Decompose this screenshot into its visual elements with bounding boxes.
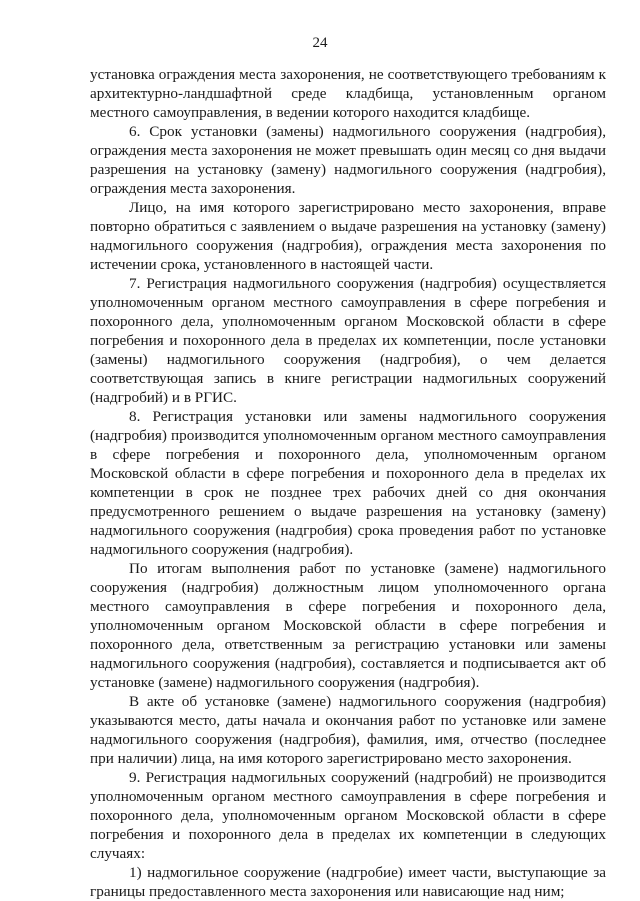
- paragraph-repeat-application: Лицо, на имя которого зарегистрировано место захоронения, вправе повторно обратиться с заявлением о выдаче разрешения на установку (замену) надмогильного сооружения (надгробия), ограждения места захоронения по истечении срока, установленного в настоящей части.: [90, 199, 606, 273]
- paragraph-act-contents: В акте об установке (замене) надмогильного сооружения (надгробия) указываются место, даты начала и окончания работ по установке или замене надмогильного сооружения (надгробия), фамилия, имя, отчество (последнее при наличии) лица, на имя которого зарегистрировано место захоронения.: [90, 693, 606, 767]
- paragraph-item-8: 8. Регистрация установки или замены надмогильного сооружения (надгробия) производится уполномоченным органом местного самоуправления в сфере погребения и похоронного дела, уполномоченным органом Московской области в сфере погребения и похоронного дела в пределах их компетенции в срок не позднее трех рабочих дней со дня окончания предусмотренного решением о выдаче разрешения на установку (замену) надмогильного сооружения (надгробия) срока проведения работ по установке надмогильного сооружения (надгробия).: [90, 408, 606, 558]
- paragraph-item-7: 7. Регистрация надмогильного сооружения (надгробия) осуществляется уполномоченным органом местного самоуправления в сфере погребения и похоронного дела, уполномоченным органом Московской области в сфере погребения и похоронного дела в пределах их компетенции, после установки (замены) надмогильного сооружения (надгробия), о чем делается соответствующая запись в книге регистрации надмогильных сооружений (надгробий) и в РГИС.: [90, 275, 606, 406]
- paragraph-subitem-1: 1) надмогильное сооружение (надгробие) имеет части, выступающие за границы предоставленного места захоронения или нависающие над ним;: [90, 864, 606, 900]
- page-number: 24: [312, 35, 328, 51]
- paragraph-item-9: 9. Регистрация надмогильных сооружений (надгробий) не производится уполномоченным органом местного самоуправления в сфере погребения и похоронного дела, уполномоченным органом Московской области в сфере погребения и похоронного дела в пределах их компетенции в следующих случаях:: [90, 769, 606, 862]
- paragraph-item-6: 6. Срок установки (замены) надмогильного сооружения (надгробия), ограждения места захоронения не может превышать один месяц со дня выдачи разрешения на установку (замену) надмогильного сооружения (надгробия), ограждения места захоронения.: [90, 123, 606, 197]
- paragraph-continuation: установка ограждения места захоронения, не соответствующего требованиям к архитектурно-ландшафтной среде кладбища, установленным органом местного самоуправления, в ведении которого находится кладбище.: [90, 66, 606, 121]
- document-body: [90, 65, 606, 901]
- paragraph-act-signing: По итогам выполнения работ по установке (замене) надмогильного сооружения (надгробия) должностным лицом уполномоченного органа местного самоуправления в сфере погребения и похоронного дела, уполномоченным органом Московской области в сфере погребения и похоронного дела, ответственным за регистрацию установки или замены надмогильного сооружения (надгробия), составляется и подписывается акт об установке (замене) надмогильного сооружения (надгробия).: [90, 560, 606, 691]
